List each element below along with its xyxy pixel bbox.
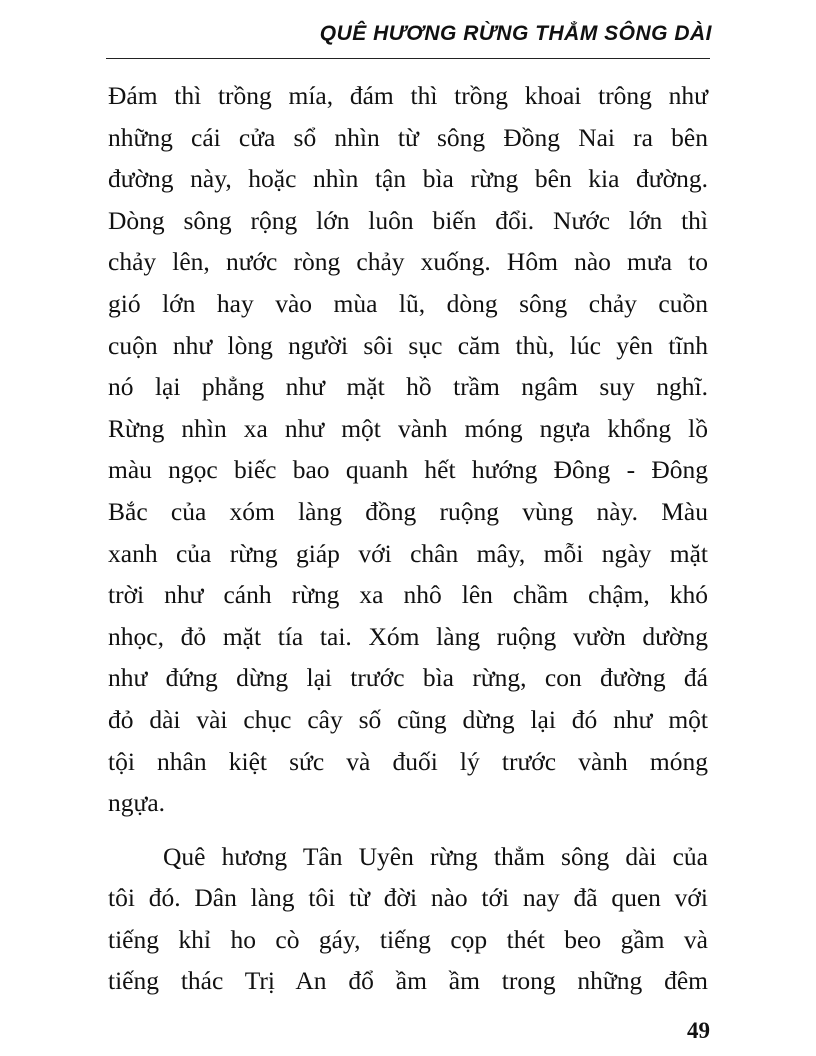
text-line: màu ngọc biếc bao quanh hết hướng Đông - Đông bbox=[108, 455, 708, 485]
text-line: đường này, hoặc nhìn tận bìa rừng bên kia đường. bbox=[108, 164, 708, 194]
paragraph-spacer bbox=[108, 824, 708, 836]
text-line: nó lại phẳng như mặt hồ trầm ngâm suy nghĩ. bbox=[108, 372, 708, 402]
text-line: tiếng thác Trị An đổ ầm ầm trong những đêm bbox=[108, 966, 708, 996]
header-divider bbox=[106, 58, 710, 59]
text-line: xanh của rừng giáp với chân mây, mỗi ngày mặt bbox=[108, 538, 708, 568]
text-line: Đám thì trồng mía, đám thì trồng khoai trông như bbox=[108, 81, 708, 110]
text-line: tội nhân kiệt sức và đuối lý trước vành móng bbox=[108, 746, 708, 776]
text-line: Bắc của xóm làng đồng ruộng vùng này. Màu bbox=[108, 496, 708, 526]
page-number: 49 bbox=[687, 1018, 710, 1043]
text-line: Rừng nhìn xa như một vành móng ngựa khổng lồ bbox=[108, 413, 708, 443]
text-line: chảy lên, nước ròng chảy xuống. Hôm nào mưa to bbox=[108, 247, 708, 277]
text-line: như đứng dừng lại trước bìa rừng, con đường đá bbox=[108, 663, 708, 693]
text-line: ngựa. bbox=[108, 788, 166, 818]
text-line: trời như cánh rừng xa nhô lên chầm chậm, khó bbox=[108, 580, 708, 610]
text-line: nhọc, đỏ mặt tía tai. Xóm làng ruộng vườn dường bbox=[108, 621, 708, 651]
text-line: Dòng sông rộng lớn luôn biến đổi. Nước lớn thì bbox=[108, 205, 708, 235]
text-line: tiếng khỉ ho cò gáy, tiếng cọp thét beo gầm và bbox=[108, 924, 708, 954]
text-line: đỏ dài vài chục cây số cũng dừng lại đó như một bbox=[108, 704, 708, 734]
text-line: gió lớn hay vào mùa lũ, dòng sông chảy cuồn bbox=[108, 288, 708, 318]
text-line: Quê hương Tân Uyên rừng thẳm sông dài của bbox=[163, 841, 708, 871]
paragraph bbox=[108, 836, 708, 1002]
body-text bbox=[108, 75, 708, 1002]
text-line: những cái cửa sổ nhìn từ sông Đồng Nai ra bên bbox=[108, 122, 708, 152]
text-line: cuộn như lòng người sôi sục căm thù, lúc yên tĩnh bbox=[108, 330, 708, 360]
paragraph bbox=[108, 75, 708, 824]
text-line: tôi đó. Dân làng tôi từ đời nào tới nay đã quen với bbox=[108, 883, 708, 913]
running-header-title: QUÊ HƯƠNG RỪNG THẲM SÔNG DÀI bbox=[319, 22, 712, 45]
